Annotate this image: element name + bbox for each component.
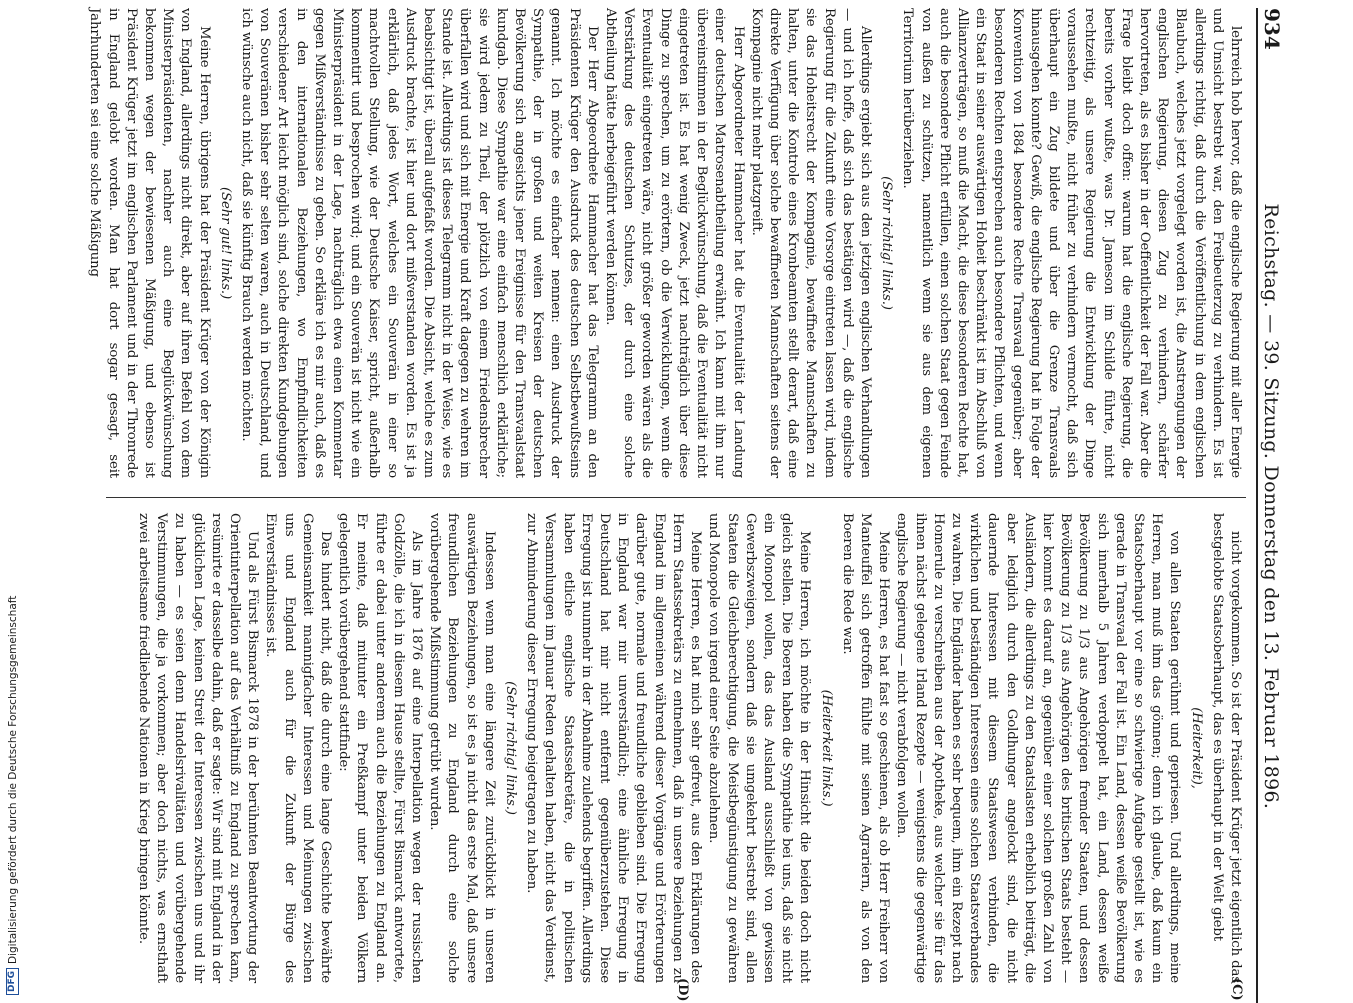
newspaper-page [92, 8, 1290, 1003]
paragraph: Meine Herren, es hat fast so geschienen, als ob Herr Freiherr von Manteuffel sich getroffen fühlte mit seinen Agrariern, als von den Boeren die Rede war. [838, 513, 893, 983]
paragraph: Als im Jahre 1876 auf eine Interpellation wegen der russischen Goldzölle, die ich in diesem Hause stellte, Fürst Bismarck antwortete, führte er dabei unter anderem auch die Beziehungen zu England an. Er meinte, daß mitunter ein Preßkampf unter beiden Völkern gelegentlich vorübergehend stattfinde: [334, 513, 425, 983]
credit-text: Digitalisierung gefördert durch die Deutsche Forschungsgemeinschaft [7, 596, 19, 964]
paragraph: Und als Fürst Bismarck 1878 in der berühmten Beantwortung der Orientinterpellation auf das Verhältniß zu England zu sprechen kam, resümirte er dasselbe dahin, daß er sagte: Wir sind mit England in der glücklichen Lage, keinen Streit der Interessen zwischen uns und ihr zu haben — es seien denn Handelsrivalitäten und vorübergehende Verstimmungen, die ja vorkommen; aber doch nichts, was ernsthaft zwei arbeitsame friedliebende Nationen in Krieg bringen könnte. [134, 513, 261, 983]
interjection: (Sehr gut! links.) [216, 8, 234, 478]
interjection: (Sehr richtig! links.) [877, 8, 895, 478]
margin-marker-c: (C) [1229, 978, 1244, 1001]
page-header [1256, 8, 1290, 1003]
interjection: (Sehr richtig! links.) [501, 513, 519, 983]
paragraph: Meine Herren, ich möchte in der Hinsicht die beiden doch nicht gleich stellen. Die Boeren haben die Sympathie bei uns, daß sie nicht ein Monopol wollen, das das Ausland ausschließt von gewissen Gewerbszweigen, sondern daß sie umgekehrt bestrebt sind, allen Staaten die Gleichberechtigung, die Meistbegünstigung zu gewähren und Monopole von irgend einer Seite abzulehnen. [704, 513, 813, 983]
paragraph: Meine Herren, übrigens hat der Präsident Krüger von der Königin von England, allerdings nicht direkt, aber auf ihren Befehl von dem Ministerpräsidenten, nachher auch eine Beglückwünschung bekommen wegen der bewiesenen Mäßigung, und ebenso ist Präsident Krüger jetzt im englischen Parlament und in der Thronrede in England gelobt worden. Man hat dort sogar gesagt, seit Jahrhunderten sei eine solche Mäßigung [85, 8, 212, 478]
interjection: (Heiterkeit links.) [816, 513, 834, 983]
paragraph: lehrreich hob hervor, daß die englische Regierung mit aller Energie und Umsicht bestrebt war, den Freibeuterzug zu verhindern. Es ist allerdings richtig, daß durch die Veröffentlichung in dem englischen Blaubuch, welches jetzt vorgelegt worden ist, die Anstrengungen der englischen Regierung, diesen Zug zu verhindern, schärfer hervortreten, als es bisher in der Oeffentlichkeit der Fall war. Aber die Frage bleibt doch offen: warum hat die englische Regierung, die bereits vorher wußte, was Dr. Jameson im Schilde führte, nicht rechtzeitig, als unsere Regierung die Entwicklung der Dinge voraussehen mußte, nicht früher zu verhindern vermocht, daß sich überhaupt ein Zug bildete und über die Grenze Transvaals hinausgehen konnte? Gewiß, die englische Regierung hat in Folge der Konvention von 1884 besondere Rechte Transvaal gegenüber; aber besonderen Rechten entsprechen auch besondere Pflichten, und wenn ein Staat in seiner auswärtigen Hoheit beschränkt ist im Abschluß von Allianzverträgen, so muß die Macht, die diese besonderen Rechte hat, auch die besondere Pflicht erfüllen, einen solchen Staat gegen Feinde von außen zu schützen, namentlich wenn sie aus dem eigenen Territorium herüberziehen. [898, 8, 1244, 478]
paragraph: Meine Herren, es hat mich sehr gefreut, aus den Erklärungen des Herrn Staatssekretärs zu entnehmen, daß in unsere Beziehungen zu England im allgemeinen während dieser Vorgänge und Erörterungen darüber gute, normale und freundliche geblieben sind. Die Erregung in England war mir unverständlich; eine ähnliche Erregung in Deutschland hat mir nicht entfernt gegenüberzustehen. Diese Erregung ist nunmehr in der Abnahme zulehends begriffen. Allerdings haben etliche englische Staatssekretäre, die in politischen Versammlungen im Januar Reden gehalten haben, nicht das Verdienst, zur Abminderung dieser Erregung beigetragen zu haben. [522, 513, 704, 983]
text-column-right [134, 513, 1244, 983]
paragraph: Indessen wenn man eine längere Zeit zurückblickt in unseren auswärtigen Beziehungen, so ist es ja nicht das erste Mal, daß unsere freundlichen Beziehungen zu England durch eine solche vorübergehende Mißstimmung getrübt wurden. [425, 513, 498, 983]
paragraph: Das hindert nicht, daß die durch eine lange Geschichte bewährte Gemeinsamkeit mannigfacher Interessen und Meinungen zwischen uns und England auch für die Zukunft der Bürge des Einverständnisses ist. [261, 513, 334, 983]
paragraph: Herr Abgeordneter Hammacher hat die Eventualität der Landung einer deutschen Matrosenabtheilung erwähnt. Ich kann mit ihm nur übereinstimmen in der Beglückwünschung, daß die Eventualität nicht eingetreten ist. Es hat wenig Zweck, jetzt nachträglich über diese Dinge zu sprechen, um zu erörtern, ob die Verwicklungen, wenn die Eventualität eingetreten wäre, nicht größer geworden wären als die Verstärkung des deutschen Schutzes, der durch eine solche Abtheilung hätte herbeigeführt werden können. [601, 8, 747, 478]
paragraph: Allerdings ergiebt sich aus den jetzigen englischen Verhandlungen — und ich hoffe, daß sich das bestätigen wird —, daß die englische Regierung für die Zukunft eine Vorsorge eintreten lassen wird, indem sie das Hoheitsrecht der Kompagnie, bewaffnete Mannschaften zu halten, unter die Kontrole eines Kronbeamten stellt derart, daß eine direkte Verfügung über solche bewaffneten Mannschaften seitens der Kompagnie nicht mehr platzgreift. [747, 8, 874, 478]
margin-marker-b [675, 0, 690, 1]
column-divider [106, 497, 1246, 498]
text-column-left [85, 8, 1244, 478]
paragraph: von allen Staaten gerühmt und gepriesen. Und allerdings, meine Herren, man muß ihm das gönnen; denn ich glaube, daß kaum ein Staatsoberhaupt vor eine so schwierige Aufgabe gestellt ist, wie es gerade in Transvaal der Fall ist. Ein Land, dessen weiße Bevölkerung sich innerhalb 5 Jahren verdoppelt hat, ein Land, dessen weiße Bevölkerung zu 1/3 aus Angehörigen fremder Staaten, und dessen Bevölkerung zu 1/3 aus Angehörigen des britischen Staats besteht — hier kommt es darauf an, gegenüber einer solchen großen Zahl von Ausländern, die allerdings zu den Staatslasten erheblich beiträgt, die aber lediglich durch den Goldhunger angelockt sind, die nicht dauernde Interessen mit diesem Staatswesen verbinden, die wirklichen und beständigen Interessen eines solchen Staatsverbandes zu wahren. Die Engländer haben es sehr bequem, ihm ein Rezept nach Homerule zu verschreiben aus der Apotheke, aus welcher sie für das ihnen nächst gelegene Irland Rezepte — wenigstens die gegenwärtige englische Regierung — nicht verabfolgen wollen. [892, 513, 1183, 983]
page-title: Reichstag. — 39. Sitzung. Donnerstag den 13. Februar 1896. [1260, 204, 1282, 810]
margin-marker-d: (D) [675, 978, 690, 1002]
paragraph: nicht vorgekommen. So ist der Präsident Krüger jetzt eigentlich das bestgelobte Staatsoberhaupt, das es überhaupt in der Welt giebt [1208, 513, 1244, 983]
page-number: 934 [1260, 8, 1284, 50]
interjection: (Heiterkeit), [1186, 513, 1204, 983]
dfg-logo: DFG [6, 968, 19, 995]
paragraph: Der Herr Abgeordnete Hammacher hat das Telegramm an den Präsidenten Krüger den Ausdruck des deutschen Selbstbewußtseins genannt. Ich möchte es einfacher nennen: einen Ausdruck der Sympathie, der in großen und weiten Kreisen der deutschen Bevölkerung sich angesichts jener Ereignisse für den Transvaalstaat kundgab. Diese Sympathie war eine einfach menschlich erklärliche; sie wird jedem zu Theil, der plötzlich von einem Friedensbrecher überfallen wird und sich mit Energie und Kraft dagegen zu wehren im Stande ist. Allerdings ist dieses Telegramm nicht in der Weise, wie es beabsichtigt ist, überall aufgefaßt worden. Die Absicht, welche es zum Ausdruck brachte, ist hier und dort mißverstanden worden. Es ist ja erklärlich, daß jedes Wort, welches ein Souverän in einer so machtvollen Stellung, wie der Deutsche Kaiser, spricht, außerhalb kommentirt und besprochen wird; und ein Souverän ist nicht wie ein Ministerpräsident in der Lage, nachträglich etwa einen Kommentar gegen Mißverständnisse zu geben. So erkläre ich es mir auch, daß es in den internationalen Beziehungen, wo Empfindlichkeiten verschiedener Art leicht möglich sind, solche direkten Kundgebungen von Souveränen bisher sehr selten waren, auch in Deutschland, und ich wünsche auch nicht, daß sie künftig Brauch werden möchten. [237, 8, 601, 478]
digitization-credit [6, 596, 19, 995]
